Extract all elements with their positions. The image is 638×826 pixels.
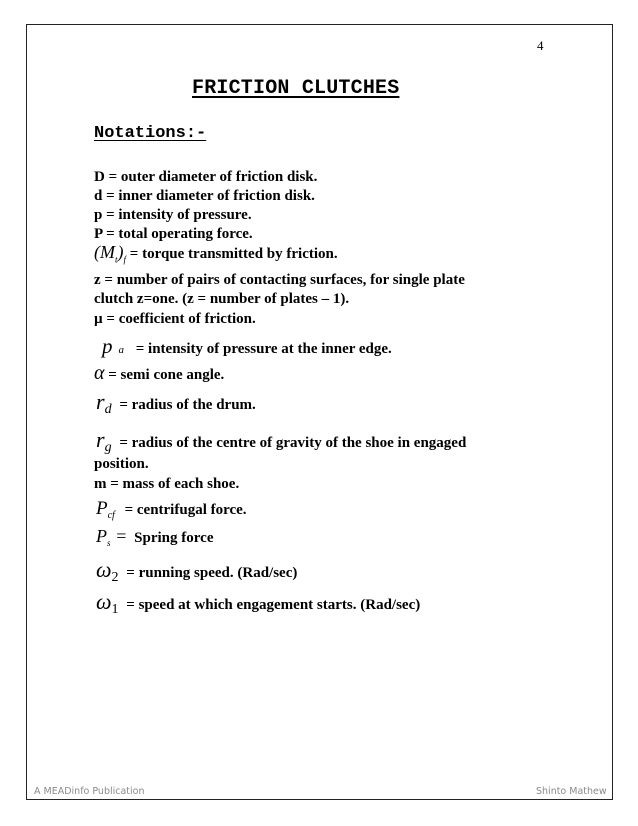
- torque-symbol: $(M_t)_f$: [94, 242, 127, 265]
- ps-symbol: P: [96, 526, 107, 546]
- def-drum-radius: rd = radius of the drum.: [96, 389, 256, 417]
- def-cg-radius-cont: position.: [94, 456, 149, 472]
- pcf-symbol: P: [96, 498, 108, 519]
- omega2-symbol: ω: [96, 557, 112, 582]
- def-pressure: p = intensity of pressure.: [94, 207, 252, 223]
- rd-symbol: r: [96, 389, 105, 414]
- footer-publisher: A MEADinfo Publication: [34, 786, 145, 797]
- page-title: FRICTION CLUTCHES: [192, 77, 400, 100]
- omega1-symbol: ω: [96, 589, 112, 614]
- def-torque: $(M_t)_f$ = torque transmitted by friction.: [94, 242, 338, 265]
- def-inner-edge-pressure: pa = intensity of pressure at the inner edge.: [102, 334, 392, 358]
- def-centrifugal-force: $P_{cf}$ = centrifugal force.: [96, 498, 247, 521]
- def-semi-cone-angle: α = semi cone angle.: [94, 362, 225, 384]
- def-inner-diameter: d = inner diameter of friction disk.: [94, 188, 315, 204]
- alpha-symbol: α: [94, 362, 105, 384]
- page-number: 4: [537, 38, 544, 53]
- def-spring-force: $P_s$ = Spring force: [96, 526, 214, 548]
- def-friction-coefficient: µ = coefficient of friction.: [94, 311, 256, 327]
- def-contact-pairs: z = number of pairs of contacting surfaces, for single plate: [94, 272, 465, 288]
- rg-symbol: r: [96, 427, 105, 452]
- def-shoe-mass: m = mass of each shoe.: [94, 476, 240, 492]
- footer-author: Shinto Mathew: [536, 786, 607, 797]
- def-operating-force: P = total operating force.: [94, 226, 253, 242]
- def-running-speed: ω2 = running speed. (Rad/sec): [96, 557, 298, 585]
- def-outer-diameter: D = outer diameter of friction disk.: [94, 169, 318, 185]
- pa-symbol: p: [102, 334, 113, 358]
- def-cg-radius: rg = radius of the centre of gravity of the shoe in engaged: [96, 427, 467, 455]
- def-contact-pairs-cont: clutch z=one. (z = number of plates – 1).: [94, 291, 350, 307]
- def-engagement-speed: ω1 = speed at which engagement starts. (Rad/sec): [96, 589, 421, 617]
- notations-heading: Notations:-: [94, 124, 207, 143]
